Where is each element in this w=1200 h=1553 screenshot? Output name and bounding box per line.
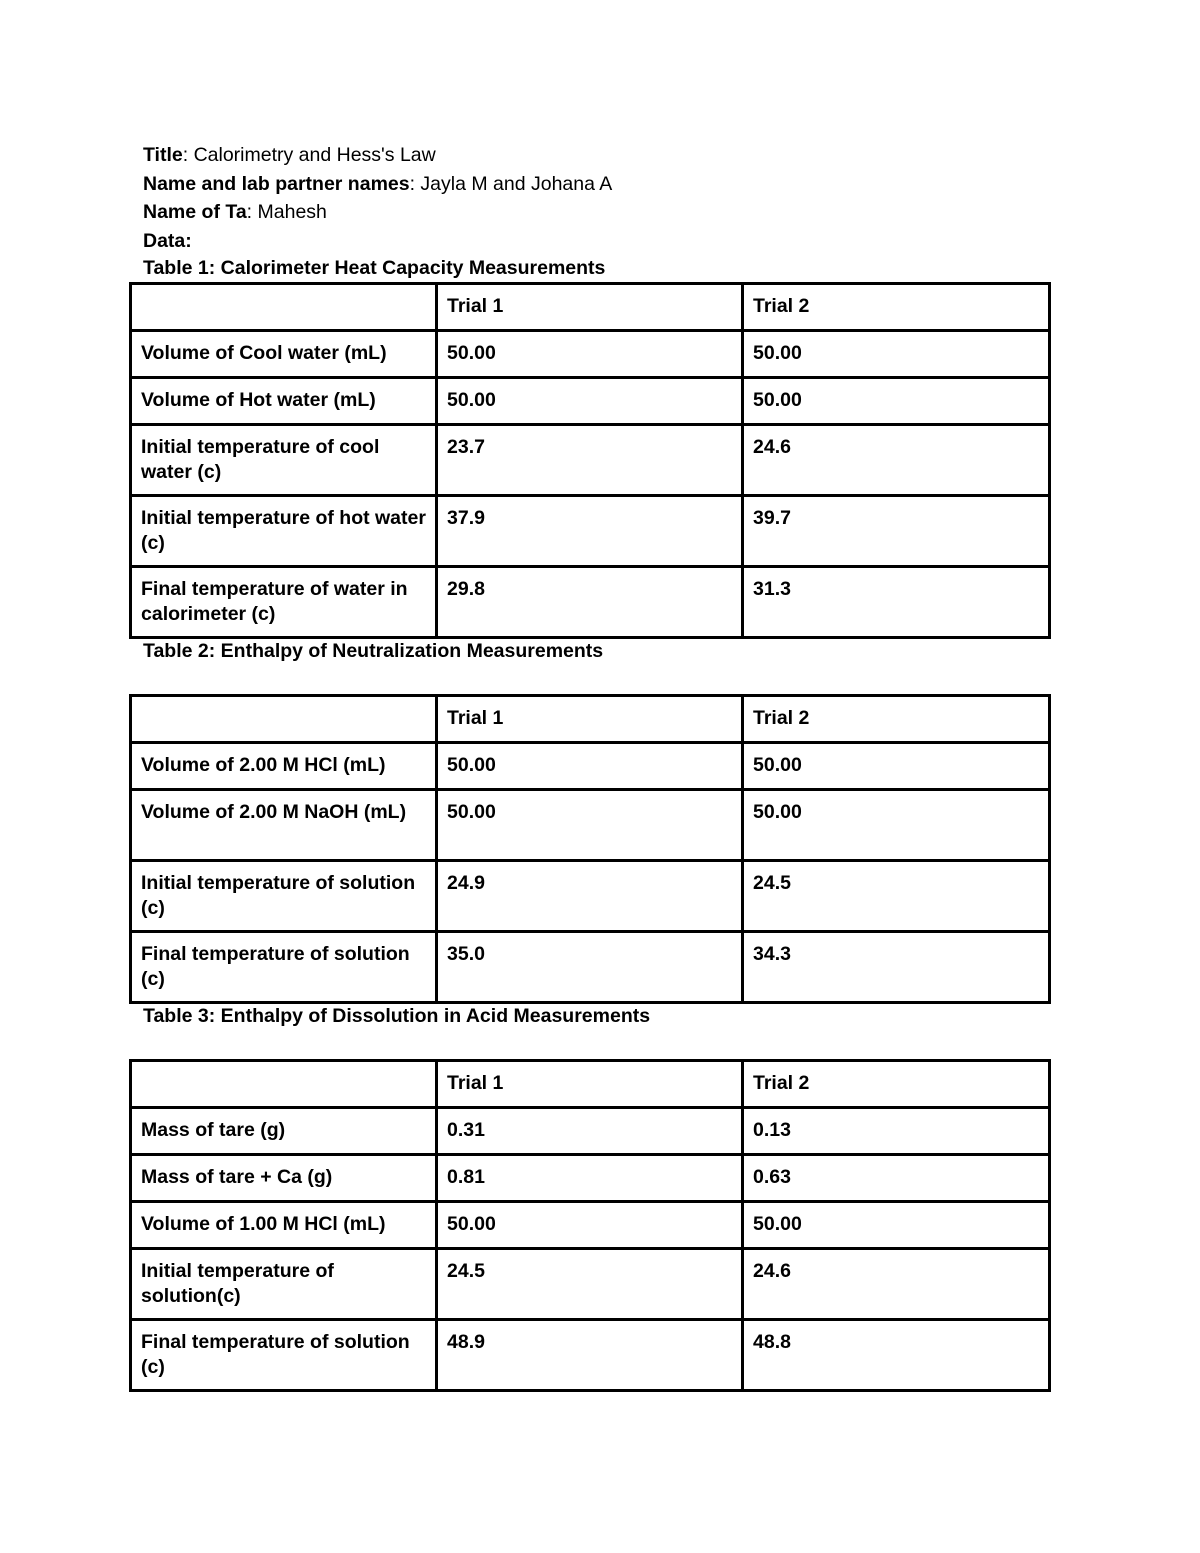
table-row: [131, 790, 1050, 861]
trial-2-value: 24.6: [743, 1249, 1050, 1320]
trial-1-value: 37.9: [437, 496, 743, 567]
trial-2-value: 24.6: [743, 425, 1050, 496]
row-label: Volume of Cool water (mL): [131, 331, 437, 378]
header-cell-empty: [131, 696, 437, 743]
row-label: Volume of 2.00 M HCl (mL): [131, 743, 437, 790]
title-label: Title: [143, 144, 183, 166]
header-cell-trial-2: Trial 2: [743, 284, 1050, 331]
table-3: [129, 1059, 1051, 1392]
trial-2-value: 50.00: [743, 378, 1050, 425]
table-row: [131, 567, 1050, 638]
table-row: [131, 378, 1050, 425]
row-label: Final temperature of solution (c): [131, 1320, 437, 1391]
table-row: [131, 1108, 1050, 1155]
table-row: [131, 1155, 1050, 1202]
trial-2-value: 31.3: [743, 567, 1050, 638]
row-label: Initial temperature of hot water (c): [131, 496, 437, 567]
table-row: [131, 1202, 1050, 1249]
trial-2-value: 0.13: [743, 1108, 1050, 1155]
trial-1-value: 50.00: [437, 331, 743, 378]
row-label: Final temperature of water in calorimeter (c): [131, 567, 437, 638]
trial-1-value: 24.5: [437, 1249, 743, 1320]
row-label: Initial temperature of solution(c): [131, 1249, 437, 1320]
names-line: [143, 170, 612, 199]
data-label: Data:: [143, 230, 192, 253]
row-label: Mass of tare (g): [131, 1108, 437, 1155]
trial-2-value: 48.8: [743, 1320, 1050, 1391]
header-cell-trial-1: Trial 1: [437, 1061, 743, 1108]
table-header-row: [131, 284, 1050, 331]
trial-2-value: 39.7: [743, 496, 1050, 567]
trial-2-value: 0.63: [743, 1155, 1050, 1202]
trial-1-value: 48.9: [437, 1320, 743, 1391]
table-2: [129, 694, 1051, 1004]
trial-1-value: 24.9: [437, 861, 743, 932]
trial-2-value: 24.5: [743, 861, 1050, 932]
row-label: Volume of 2.00 M NaOH (mL): [131, 790, 437, 861]
table-row: [131, 1320, 1050, 1391]
trial-1-value: 50.00: [437, 743, 743, 790]
trial-2-value: 34.3: [743, 932, 1050, 1003]
table-row: [131, 496, 1050, 567]
trial-2-value: 50.00: [743, 331, 1050, 378]
table-row: [131, 331, 1050, 378]
header-cell-trial-1: Trial 1: [437, 696, 743, 743]
title-line: [143, 141, 612, 170]
table-1: [129, 282, 1051, 639]
table-row: [131, 743, 1050, 790]
row-label: Initial temperature of cool water (c): [131, 425, 437, 496]
table-3-caption: Table 3: Enthalpy of Dissolution in Acid Measurements: [143, 1005, 651, 1027]
trial-1-value: 0.31: [437, 1108, 743, 1155]
table-row: [131, 932, 1050, 1003]
header-cell-empty: [131, 1061, 437, 1108]
trial-2-value: 50.00: [743, 1202, 1050, 1249]
table-row: [131, 1249, 1050, 1320]
ta-line: [143, 198, 612, 227]
table-row: [131, 425, 1050, 496]
trial-1-value: 0.81: [437, 1155, 743, 1202]
table-header-row: [131, 1061, 1050, 1108]
table-2-caption: Table 2: Enthalpy of Neutralization Measurements: [143, 640, 604, 662]
title-value: : Calorimetry and Hess's Law: [182, 144, 436, 166]
names-value: : Jayla M and Johana A: [409, 172, 613, 195]
trial-1-value: 35.0: [437, 932, 743, 1003]
header-cell-empty: [131, 284, 437, 331]
row-label: Volume of 1.00 M HCl (mL): [131, 1202, 437, 1249]
table-row: [131, 861, 1050, 932]
trial-1-value: 50.00: [437, 378, 743, 425]
header-cell-trial-1: Trial 1: [437, 284, 743, 331]
ta-value: : Mahesh: [246, 201, 327, 224]
row-label: Initial temperature of solution (c): [131, 861, 437, 932]
data-line: [143, 227, 612, 256]
row-label: Volume of Hot water (mL): [131, 378, 437, 425]
row-label: Mass of tare + Ca (g): [131, 1155, 437, 1202]
row-label: Final temperature of solution (c): [131, 932, 437, 1003]
names-label: Name and lab partner names: [143, 172, 410, 195]
document-header: [143, 141, 612, 256]
header-cell-trial-2: Trial 2: [743, 1061, 1050, 1108]
trial-1-value: 50.00: [437, 1202, 743, 1249]
trial-1-value: 50.00: [437, 790, 743, 861]
trial-1-value: 23.7: [437, 425, 743, 496]
trial-1-value: 29.8: [437, 567, 743, 638]
table-header-row: [131, 696, 1050, 743]
trial-2-value: 50.00: [743, 790, 1050, 861]
table-1-caption: Table 1: Calorimeter Heat Capacity Measurements: [143, 257, 606, 279]
header-cell-trial-2: Trial 2: [743, 696, 1050, 743]
trial-2-value: 50.00: [743, 743, 1050, 790]
ta-label: Name of Ta: [143, 201, 247, 224]
